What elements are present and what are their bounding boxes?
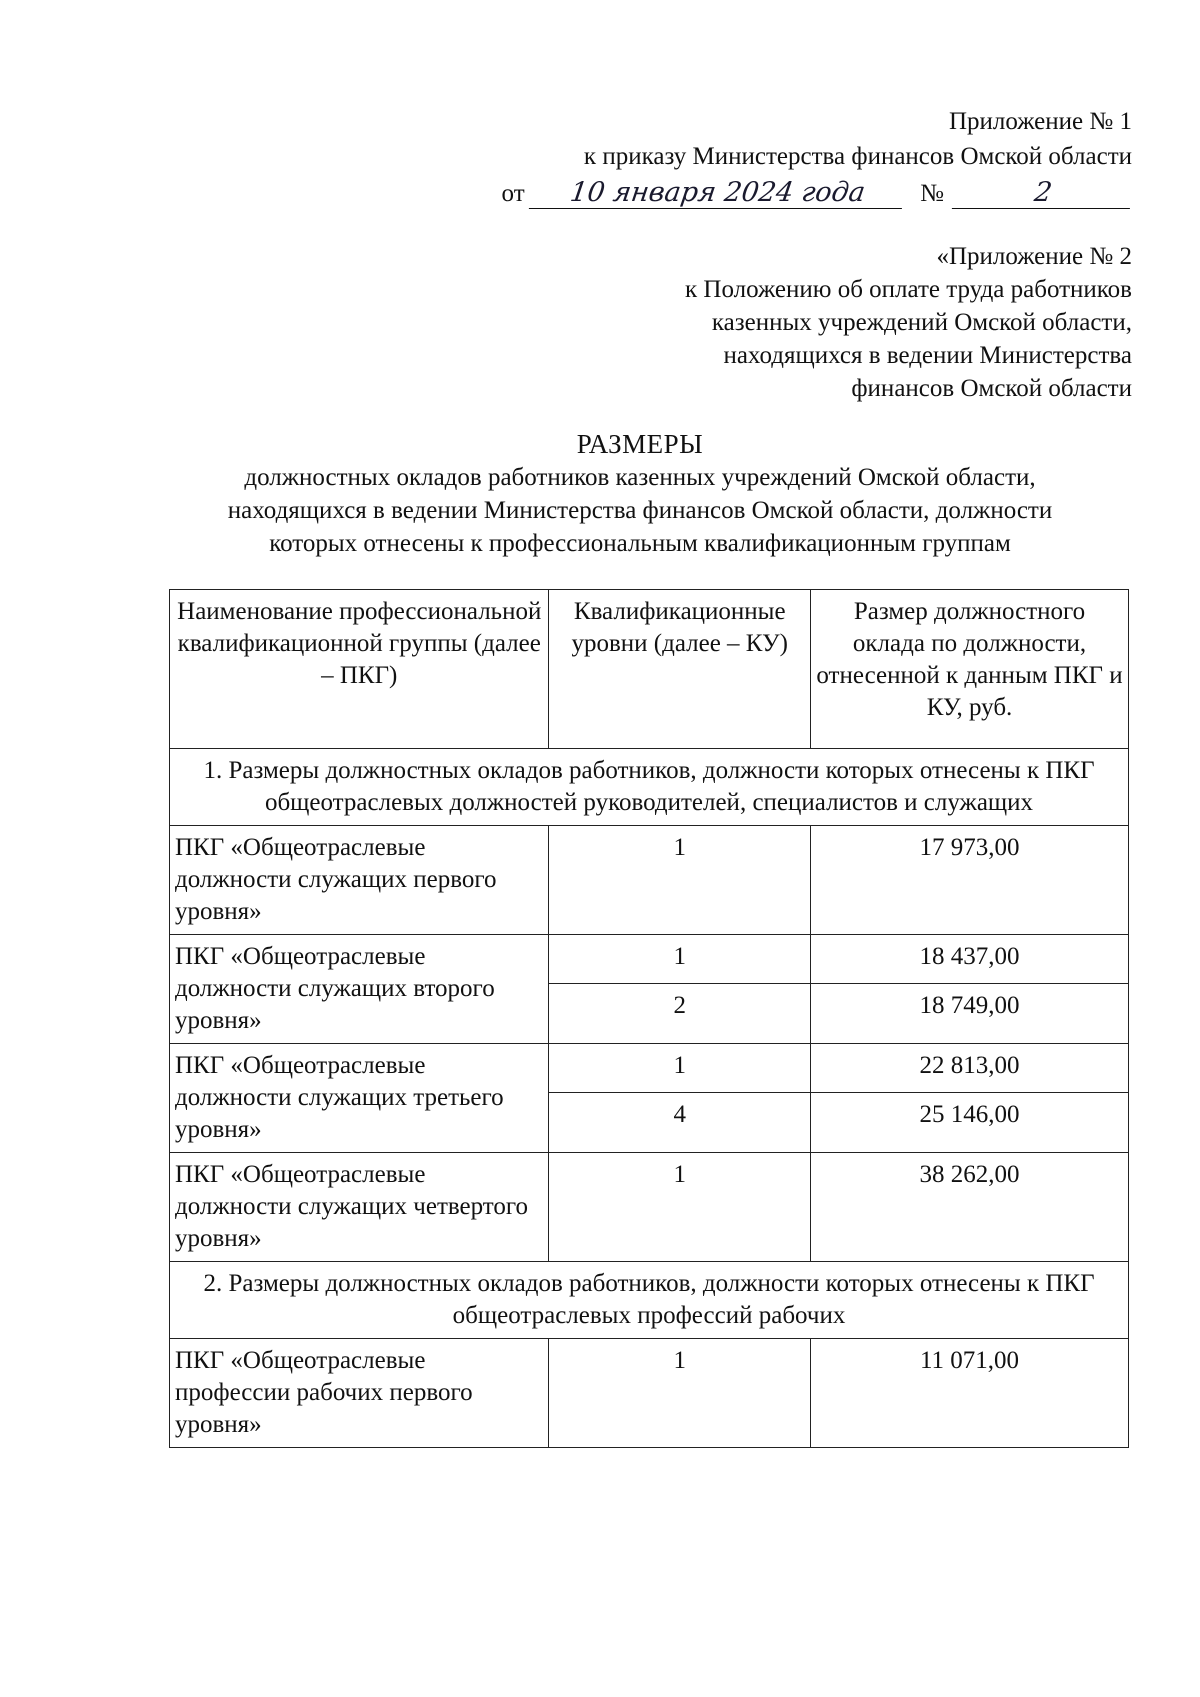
annex-line: к Положению об оплате труда работников bbox=[685, 276, 1132, 303]
table-row bbox=[170, 826, 1129, 935]
section-row bbox=[170, 749, 1129, 826]
document-title bbox=[160, 427, 1120, 560]
handwritten-date: 10 января 2024 года bbox=[529, 178, 906, 209]
pkg-name: ПКГ «Общеотраслевые должности служащих четвертого уровня» bbox=[170, 1153, 549, 1262]
title-subline: должностных окладов работников казенных учреждений Омской области, bbox=[244, 464, 1036, 491]
pkg-name: ПКГ «Общеотраслевые должности служащих второго уровня» bbox=[170, 935, 549, 1044]
annex-line: казенных учреждений Омской области, bbox=[711, 309, 1132, 336]
ku-value: 1 bbox=[549, 935, 811, 984]
ku-value: 2 bbox=[549, 983, 811, 1043]
order-date-line bbox=[502, 176, 1132, 211]
table-row bbox=[170, 1153, 1129, 1262]
ku-value: 4 bbox=[549, 1092, 811, 1152]
salary-value: 38 262,00 bbox=[811, 1153, 1129, 1262]
annex-line: «Приложение № 2 bbox=[936, 243, 1132, 270]
title-main: РАЗМЕРЫ bbox=[576, 429, 704, 459]
salary-value: 18 437,00 bbox=[811, 935, 1129, 984]
annex-reference bbox=[685, 240, 1132, 405]
ku-value: 1 bbox=[549, 1044, 811, 1093]
header-size: Размер должностного оклада по должности, отнесенной к данным ПКГ и КУ, руб. bbox=[811, 590, 1129, 749]
header-pkg: Наименование профессиональной квалификационной группы (далее – ПКГ) bbox=[170, 590, 549, 749]
date-prefix: от bbox=[501, 180, 525, 207]
table-row bbox=[170, 1044, 1129, 1093]
section-title: 1. Размеры должностных окладов работников, должности которых отнесены к ПКГ общеотраслевых должностей руководителей, специалистов и служащих bbox=[170, 749, 1129, 826]
ku-value: 1 bbox=[549, 826, 811, 935]
ku-value: 1 bbox=[549, 1339, 811, 1448]
pkg-name: ПКГ «Общеотраслевые должности служащих первого уровня» bbox=[170, 826, 549, 935]
table-row bbox=[170, 935, 1129, 984]
title-subline: которых отнесены к профессиональным квалификационным группам bbox=[269, 530, 1011, 557]
ku-value: 1 bbox=[549, 1153, 811, 1262]
pkg-name: ПКГ «Общеотраслевые должности служащих третьего уровня» bbox=[170, 1044, 549, 1153]
salary-value: 17 973,00 bbox=[811, 826, 1129, 935]
salary-value: 11 071,00 bbox=[811, 1339, 1129, 1448]
title-subline: находящихся в ведении Министерства финансов Омской области, должности bbox=[227, 497, 1053, 524]
section-title: 2. Размеры должностных окладов работников, должности которых отнесены к ПКГ общеотраслевых профессий рабочих bbox=[170, 1262, 1129, 1339]
number-sign: № bbox=[920, 180, 944, 207]
annex-line: финансов Омской области bbox=[851, 375, 1132, 402]
order-reference: к приказу Министерства финансов Омской области bbox=[583, 143, 1132, 170]
table-row bbox=[170, 1339, 1129, 1448]
section-row bbox=[170, 1262, 1129, 1339]
appendix-number: Приложение № 1 bbox=[948, 108, 1132, 135]
order-header bbox=[502, 104, 1132, 211]
salary-table bbox=[169, 589, 1129, 1448]
salary-value: 25 146,00 bbox=[811, 1092, 1129, 1152]
table-header-row bbox=[170, 590, 1129, 749]
header-ku: Квалификационные уровни (далее – КУ) bbox=[549, 590, 811, 749]
annex-line: находящихся в ведении Министерства bbox=[723, 342, 1132, 369]
pkg-name: ПКГ «Общеотраслевые профессии рабочих первого уровня» bbox=[170, 1339, 549, 1448]
salary-value: 22 813,00 bbox=[811, 1044, 1129, 1093]
salary-value: 18 749,00 bbox=[811, 983, 1129, 1043]
handwritten-number: 2 bbox=[952, 178, 1134, 209]
